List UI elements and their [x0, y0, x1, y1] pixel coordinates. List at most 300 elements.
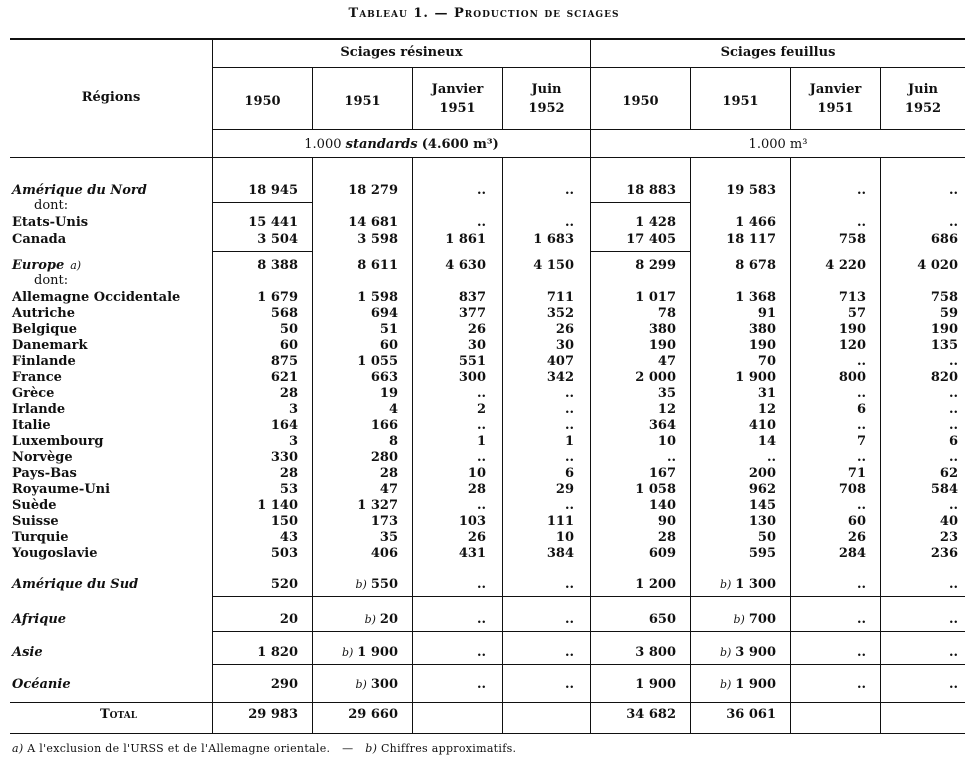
cell-value: 17 405 — [626, 232, 676, 247]
cell-value: 962 — [748, 482, 776, 497]
table-cell — [257, 645, 298, 660]
cell-value: .. — [948, 354, 958, 369]
row-label — [12, 386, 54, 401]
header-res-juin: Juin — [531, 82, 562, 97]
table-cell — [626, 183, 676, 198]
cell-value: 1 820 — [257, 645, 298, 660]
cell-value: 3 598 — [357, 232, 398, 247]
cell-note: b) — [355, 678, 367, 691]
table-cell — [635, 370, 676, 385]
table-cell — [931, 546, 958, 561]
row-label-text: Belgique — [12, 322, 78, 337]
rule-bottom — [10, 733, 965, 734]
table-cell — [857, 434, 866, 449]
cell-value: 300 — [458, 370, 486, 385]
cell-value: .. — [564, 645, 574, 660]
cell-value: 78 — [657, 306, 676, 321]
table-cell — [477, 577, 486, 592]
cell-value: .. — [856, 612, 866, 627]
cell-value: 800 — [838, 370, 866, 385]
table-cell — [949, 434, 958, 449]
row-label — [12, 232, 66, 247]
row-label-text: Autriche — [12, 306, 75, 321]
cell-value: 4 150 — [533, 258, 574, 273]
cell-value: 59 — [939, 306, 958, 321]
cell-value: 1 140 — [257, 498, 298, 513]
table-cell — [857, 386, 866, 401]
row-separator — [212, 631, 965, 632]
cell-value: 550 — [370, 577, 398, 592]
cell-value: 407 — [546, 354, 574, 369]
table-cell — [356, 677, 398, 692]
table-cell — [658, 386, 676, 401]
cell-value: 410 — [748, 418, 776, 433]
table-cell — [257, 232, 298, 247]
table-cell — [289, 402, 298, 417]
table-cell — [477, 418, 486, 433]
table-cell — [380, 482, 398, 497]
table-cell — [649, 612, 676, 627]
cell-value: 71 — [847, 466, 866, 481]
table-cell — [357, 290, 398, 305]
cell-value: 135 — [930, 338, 958, 353]
cell-value: 377 — [458, 306, 486, 321]
cell-value: .. — [564, 418, 574, 433]
cell-value: 23 — [939, 530, 958, 545]
row-label — [12, 183, 147, 198]
cell-value: .. — [948, 215, 958, 230]
row-label — [12, 482, 110, 497]
cell-value: .. — [948, 577, 958, 592]
row-label-text: Europe — [12, 258, 65, 273]
table-cell — [667, 450, 676, 465]
table-cell — [649, 466, 676, 481]
table-cell — [459, 290, 486, 305]
cell-value: 1 017 — [635, 290, 676, 305]
table-cell — [857, 450, 866, 465]
table-cell — [477, 645, 486, 660]
table-cell — [735, 290, 776, 305]
table-cell — [547, 306, 574, 321]
table-cell — [547, 354, 574, 369]
cell-value: 280 — [370, 450, 398, 465]
table-cell — [477, 386, 486, 401]
table-cell — [658, 434, 676, 449]
cell-value: 236 — [930, 546, 958, 561]
table-cell — [658, 514, 676, 529]
table-cell — [635, 215, 676, 230]
table-cell — [565, 466, 574, 481]
table-cell — [477, 434, 486, 449]
row-label — [34, 273, 68, 288]
table-cell — [280, 322, 298, 337]
row-label — [12, 546, 97, 561]
cell-value: 14 — [757, 434, 776, 449]
table-cell — [839, 482, 866, 497]
cell-value: .. — [476, 183, 486, 198]
row-label-text: dont: — [34, 198, 69, 213]
cell-value: 26 — [467, 530, 486, 545]
row-label-text: Yougoslavie — [12, 546, 98, 561]
table-cell — [565, 183, 574, 198]
cell-value: .. — [856, 215, 866, 230]
table-cell — [749, 482, 776, 497]
cell-value: 91 — [757, 306, 776, 321]
row-label — [12, 258, 85, 273]
cell-value: 520 — [270, 577, 298, 592]
row-label-text: Canada — [12, 232, 67, 247]
table-cell — [468, 530, 486, 545]
table-cell — [280, 386, 298, 401]
table-cell — [459, 306, 486, 321]
table-cell — [468, 338, 486, 353]
col-rule-12 — [690, 158, 691, 733]
table-cell — [271, 514, 298, 529]
cell-note: b) — [355, 578, 367, 591]
table-cell — [257, 498, 298, 513]
table-cell — [839, 546, 866, 561]
table-cell — [658, 530, 676, 545]
cell-value: .. — [476, 418, 486, 433]
cell-value: .. — [948, 450, 958, 465]
row-label-text: Suisse — [12, 514, 59, 529]
row-label — [12, 402, 65, 417]
table-cell — [626, 232, 676, 247]
table-cell — [565, 402, 574, 417]
table-cell — [931, 370, 958, 385]
cell-value: 384 — [546, 546, 574, 561]
cell-value: 51 — [379, 322, 398, 337]
footnote-a-mark: a) — [12, 742, 24, 755]
table-cell — [848, 530, 866, 545]
cell-value: .. — [476, 645, 486, 660]
table-cell — [649, 498, 676, 513]
cell-value: 431 — [458, 546, 486, 561]
cell-value: 503 — [270, 546, 298, 561]
row-label-text: France — [12, 370, 62, 385]
table-cell — [917, 258, 958, 273]
header-feu-janvier-year: 1951 — [817, 101, 854, 116]
table-cell — [348, 707, 398, 722]
cell-value: 6 — [564, 466, 574, 481]
cell-value: 57 — [847, 306, 866, 321]
cell-value: .. — [856, 418, 866, 433]
cell-value: 352 — [546, 306, 574, 321]
rule-top — [10, 38, 965, 40]
table-cell — [848, 514, 866, 529]
table-cell — [931, 322, 958, 337]
cell-value: .. — [564, 215, 574, 230]
row-label — [12, 450, 73, 465]
table-cell — [735, 215, 776, 230]
cell-value: .. — [856, 354, 866, 369]
header-res-juin-year: 1952 — [528, 101, 565, 116]
table-cell — [357, 354, 398, 369]
table-cell — [749, 498, 776, 513]
table-cell — [371, 306, 398, 321]
table-cell — [556, 530, 574, 545]
cell-value: 708 — [838, 482, 866, 497]
cell-value: 875 — [270, 354, 298, 369]
table-cell — [371, 514, 398, 529]
cell-value: 14 681 — [348, 215, 398, 230]
row-label-text: Irlande — [12, 402, 66, 417]
table-cell — [767, 450, 776, 465]
header-feu-juin-year: 1952 — [904, 101, 942, 116]
cell-value: .. — [948, 645, 958, 660]
cell-value: .. — [476, 498, 486, 513]
table-cell — [380, 386, 398, 401]
table-cell — [533, 258, 574, 273]
cell-value: 43 — [279, 530, 298, 545]
header-group-feuillus: Sciages feuillus — [720, 45, 836, 60]
cell-value: 190 — [748, 338, 776, 353]
cell-value: 713 — [838, 290, 866, 305]
cell-value: 60 — [279, 338, 298, 353]
cell-value: 758 — [838, 232, 866, 247]
table-cell — [271, 450, 298, 465]
table-cell — [720, 677, 776, 692]
cell-value: 26 — [847, 530, 866, 545]
unit-res-a: 1.000 — [304, 137, 342, 152]
table-cell — [565, 498, 574, 513]
table-cell — [556, 482, 574, 497]
row-label — [34, 198, 68, 213]
rule-unit — [212, 129, 965, 130]
cell-value: 47 — [657, 354, 676, 369]
table-cell — [547, 514, 574, 529]
row-label — [12, 354, 76, 369]
table-cell — [348, 183, 398, 198]
row-label — [12, 370, 62, 385]
table-cell — [949, 402, 958, 417]
cell-value: .. — [856, 386, 866, 401]
cell-value: 7 — [856, 434, 866, 449]
cell-value: 19 — [379, 386, 398, 401]
row-label-text: Asie — [12, 645, 43, 660]
cell-value: .. — [948, 418, 958, 433]
col-rule-3 — [412, 68, 413, 130]
table-cell — [280, 466, 298, 481]
cell-value: 4 020 — [917, 258, 958, 273]
cell-value: 1 200 — [635, 577, 676, 592]
cell-value: 10 — [657, 434, 676, 449]
footnote — [12, 742, 516, 755]
table-cell — [371, 418, 398, 433]
table-cell — [758, 306, 776, 321]
cell-note: b) — [719, 646, 732, 659]
table-cell — [758, 354, 776, 369]
cell-value: 1 428 — [635, 215, 676, 230]
cell-value: 6 — [856, 402, 866, 417]
col-rule-13 — [790, 158, 791, 733]
table-cell — [940, 514, 958, 529]
cell-value: .. — [564, 386, 574, 401]
table-cell — [749, 322, 776, 337]
cell-value: 103 — [458, 514, 486, 529]
cell-value: 364 — [648, 418, 676, 433]
cell-value: .. — [476, 612, 486, 627]
table-cell — [839, 322, 866, 337]
table-cell — [940, 530, 958, 545]
cell-value: 166 — [370, 418, 398, 433]
header-res-1950: 1950 — [244, 94, 281, 109]
table-cell — [839, 232, 866, 247]
col-rule-10 — [412, 158, 413, 733]
cell-value: 650 — [648, 612, 676, 627]
cell-value: 18 883 — [626, 183, 676, 198]
header-unit-resineux — [213, 137, 590, 152]
header-group-resineux: Sciages résineux — [340, 45, 463, 60]
cell-value: 18 279 — [348, 183, 398, 198]
table-cell — [477, 677, 486, 692]
table-cell — [857, 402, 866, 417]
table-cell — [758, 530, 776, 545]
table-cell — [749, 466, 776, 481]
cell-value: 60 — [847, 514, 866, 529]
cell-value: 4 — [388, 402, 398, 417]
table-cell — [271, 306, 298, 321]
col-rule-11 — [502, 158, 503, 733]
row-label — [12, 338, 87, 353]
row-label — [12, 577, 138, 592]
cell-value: 53 — [279, 482, 298, 497]
cell-value: 1 055 — [357, 354, 398, 369]
table-cell — [357, 258, 398, 273]
cell-value: 50 — [279, 322, 298, 337]
table-cell — [565, 434, 574, 449]
table-cell — [547, 546, 574, 561]
table-cell — [749, 338, 776, 353]
cell-value: 15 441 — [248, 215, 298, 230]
cell-value: 28 — [379, 466, 398, 481]
row-label — [12, 498, 56, 513]
table-cell — [758, 402, 776, 417]
table-cell — [857, 577, 866, 592]
cell-value: .. — [856, 183, 866, 198]
cell-value: 145 — [748, 498, 776, 513]
table-cell — [477, 498, 486, 513]
row-label-text: Pays-Bas — [12, 466, 77, 481]
table-cell — [565, 215, 574, 230]
table-cell — [949, 215, 958, 230]
cell-value: 50 — [757, 530, 776, 545]
cell-value: .. — [948, 498, 958, 513]
header-res-1951: 1951 — [344, 94, 381, 109]
cell-value: 10 — [555, 530, 574, 545]
table-cell — [371, 450, 398, 465]
table-cell — [280, 530, 298, 545]
cell-value: 380 — [648, 322, 676, 337]
cell-value: .. — [856, 577, 866, 592]
cell-value: 700 — [748, 612, 776, 627]
cell-value: 8 299 — [635, 258, 676, 273]
table-cell — [565, 612, 574, 627]
cell-value: 150 — [270, 514, 298, 529]
table-title — [0, 6, 968, 21]
cell-value: 8 611 — [357, 258, 398, 273]
cell-value: 140 — [648, 498, 676, 513]
table-cell — [635, 677, 676, 692]
table-cell — [477, 183, 486, 198]
table-cell — [271, 546, 298, 561]
table-cell — [649, 546, 676, 561]
row-label — [12, 530, 69, 545]
table-cell — [533, 232, 574, 247]
cell-value: .. — [856, 450, 866, 465]
cell-value: .. — [564, 612, 574, 627]
cell-value: 4 630 — [445, 258, 486, 273]
row-label-text: Afrique — [12, 612, 67, 627]
cell-value: 34 682 — [626, 707, 676, 722]
rule-group — [212, 67, 965, 68]
table-cell — [949, 612, 958, 627]
cell-value: .. — [856, 677, 866, 692]
row-label — [12, 514, 59, 529]
cell-value: 4 220 — [825, 258, 866, 273]
header-feu-1951: 1951 — [722, 94, 759, 109]
table-cell — [459, 370, 486, 385]
cell-value: .. — [476, 215, 486, 230]
table-cell — [556, 322, 574, 337]
cell-value: 2 — [476, 402, 486, 417]
row-separator — [212, 251, 312, 252]
row-separator — [212, 202, 312, 203]
row-label — [12, 290, 180, 305]
table-cell — [389, 402, 398, 417]
cell-value: 342 — [546, 370, 574, 385]
cell-value: 18 945 — [248, 183, 298, 198]
cell-value: 130 — [748, 514, 776, 529]
cell-value: .. — [564, 677, 574, 692]
cell-value: 167 — [648, 466, 676, 481]
cell-value: 1 — [564, 434, 574, 449]
table-cell — [289, 434, 298, 449]
cell-value: 19 583 — [726, 183, 776, 198]
table-cell — [357, 498, 398, 513]
cell-value: 290 — [270, 677, 298, 692]
table-cell — [949, 354, 958, 369]
table-cell — [949, 677, 958, 692]
cell-value: .. — [564, 577, 574, 592]
table-cell — [949, 577, 958, 592]
table-cell — [445, 232, 486, 247]
cell-value: .. — [856, 645, 866, 660]
table-cell — [949, 386, 958, 401]
cell-value: 568 — [270, 306, 298, 321]
cell-value: 18 117 — [726, 232, 776, 247]
cell-value: .. — [948, 402, 958, 417]
cell-value: 29 983 — [248, 707, 298, 722]
table-cell — [626, 707, 676, 722]
table-cell — [857, 215, 866, 230]
cell-value: 28 — [279, 386, 298, 401]
row-label-text: Finlande — [12, 354, 76, 369]
table-cell — [565, 450, 574, 465]
table-cell — [931, 290, 958, 305]
cell-value: .. — [948, 612, 958, 627]
cell-value: .. — [476, 677, 486, 692]
unit-res-c: (4.600 m³) — [421, 137, 499, 152]
cell-note: b) — [719, 678, 732, 691]
cell-value: 10 — [467, 466, 486, 481]
table-cell — [380, 338, 398, 353]
table-cell — [248, 183, 298, 198]
table-cell — [556, 338, 574, 353]
table-cell — [931, 338, 958, 353]
col-rule-14 — [880, 158, 881, 733]
cell-note: b) — [719, 578, 732, 591]
